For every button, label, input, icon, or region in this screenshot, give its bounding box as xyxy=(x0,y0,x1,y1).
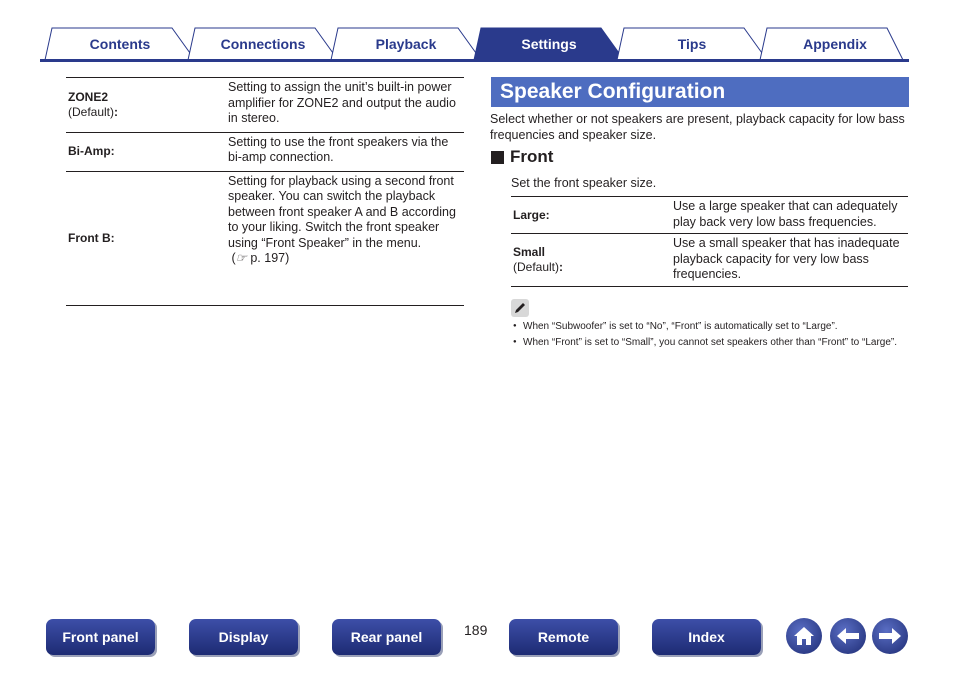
square-bullet-icon xyxy=(491,151,504,164)
term-cell xyxy=(66,133,228,171)
tab-tips-label: Tips xyxy=(677,35,707,52)
table-row xyxy=(511,233,908,287)
front-panel-button[interactable]: Front panel xyxy=(46,619,155,655)
tab-tips[interactable] xyxy=(616,27,768,60)
tab-underline xyxy=(40,59,909,62)
subheading-front: Front xyxy=(491,147,553,167)
table-row xyxy=(511,196,908,233)
description-cell: Use a small speaker that has inadequate playback capacity for very low bass frequencies. xyxy=(673,236,900,281)
arrow-right-icon xyxy=(877,626,903,646)
table-row xyxy=(66,77,464,132)
term-cell xyxy=(66,78,228,132)
tab-appendix-label: Appendix xyxy=(803,35,867,52)
tab-connections[interactable] xyxy=(187,27,339,60)
description-cell: Setting to use the front speakers via the bi-amp connection. xyxy=(228,134,449,164)
term-label: Bi-Amp: xyxy=(68,144,115,158)
tab-playback[interactable] xyxy=(330,27,482,60)
pencil-note-icon xyxy=(511,299,529,317)
list-item: ● When “Subwoofer” is set to “No”, “Front” is automatically set to “Large”. xyxy=(513,320,908,333)
description-cell: Setting to assign the unit’s built-in power amplifier for ZONE2 and output the audio in stereo. xyxy=(228,80,456,125)
tab-settings[interactable] xyxy=(473,27,625,60)
term-cell xyxy=(66,172,228,305)
default-label: (Default): xyxy=(513,259,564,274)
tab-playback-label: Playback xyxy=(375,35,437,52)
term-label: ZONE2 xyxy=(68,89,109,104)
forward-button[interactable] xyxy=(872,618,908,654)
tab-appendix[interactable] xyxy=(759,27,911,60)
term-label: Large: xyxy=(513,207,550,222)
subheading-intro: Set the front speaker size. xyxy=(511,176,657,190)
term-label: Small xyxy=(513,244,546,259)
back-button[interactable] xyxy=(830,618,866,654)
description-text: Setting for playback using a second front speaker. You can switch the playback between front speaker A and B according to your liking. Switch the front speaker using “Front Speaker” in the menu. xyxy=(228,173,456,250)
display-button[interactable]: Display xyxy=(189,619,298,655)
term-cell xyxy=(511,234,673,286)
default-label: (Default): xyxy=(68,104,119,119)
arrow-left-icon xyxy=(835,626,861,646)
index-button[interactable]: Index xyxy=(652,619,761,655)
page-reference-link[interactable]: (☞ p. 197) xyxy=(228,251,290,265)
tab-contents-label: Contents xyxy=(89,35,151,52)
description-cell xyxy=(228,172,464,305)
table-row xyxy=(66,171,464,306)
reference-hand-icon: ☞ xyxy=(235,251,247,265)
home-icon xyxy=(792,625,816,647)
remote-button[interactable]: Remote xyxy=(509,619,618,655)
notes-list xyxy=(513,320,908,352)
rear-panel-button[interactable]: Rear panel xyxy=(332,619,441,655)
section-intro: Select whether or not speakers are present, playback capacity for low bass frequencies and speaker size. xyxy=(490,112,905,142)
list-item: ● When “Front” is set to “Small”, you cannot set speakers other than “Front” to “Large”. xyxy=(513,336,908,349)
table-row xyxy=(66,132,464,171)
tab-contents[interactable] xyxy=(44,27,196,60)
page-number: 189 xyxy=(464,622,488,638)
description-cell: Use a large speaker that can adequately play back very low bass frequencies. xyxy=(673,199,898,229)
left-settings-table xyxy=(66,77,464,306)
section-title: Speaker Configuration xyxy=(491,77,909,107)
tab-settings-label: Settings xyxy=(521,35,577,52)
home-button[interactable] xyxy=(786,618,822,654)
tab-connections-label: Connections xyxy=(220,35,306,52)
term-cell xyxy=(511,197,673,233)
term-label: Front B: xyxy=(68,230,115,245)
tab-bar xyxy=(0,0,954,64)
front-speaker-table xyxy=(511,196,908,287)
